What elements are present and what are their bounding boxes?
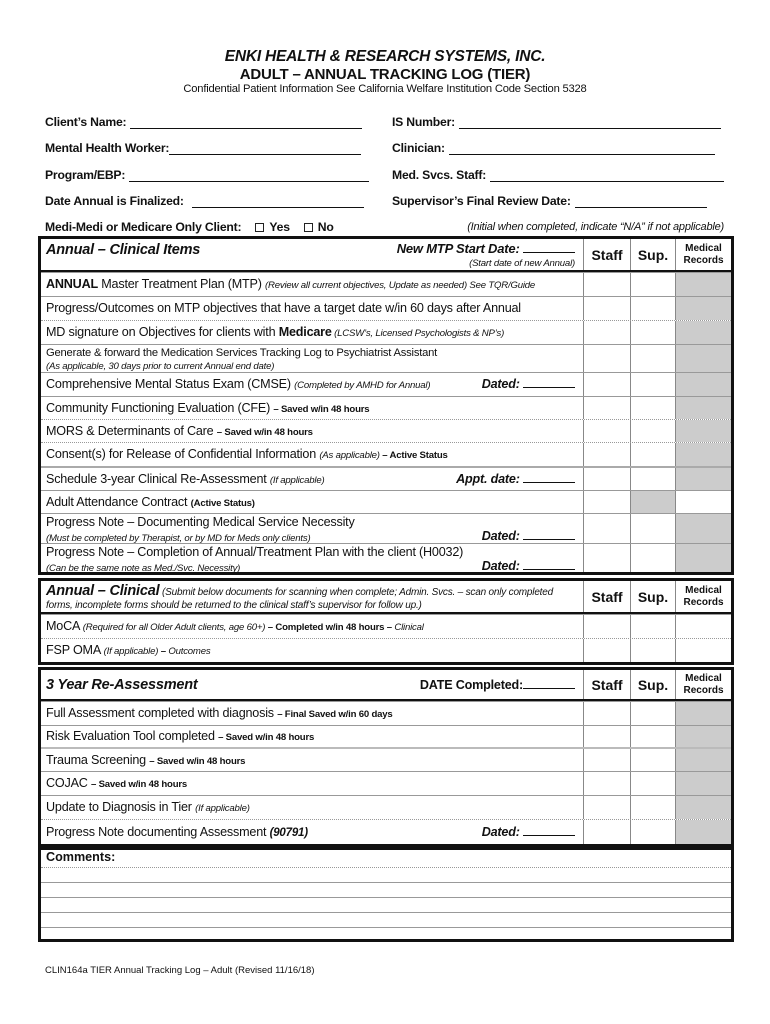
sup-initial-cell[interactable] [630,820,675,844]
sup-initial-cell[interactable] [630,749,675,771]
sup-initial-cell[interactable] [630,615,675,638]
checkbox-icon [255,223,264,232]
staff-initial-cell[interactable] [583,491,630,513]
medical-records-cell [675,443,731,466]
staff-initial-cell[interactable] [583,345,630,372]
sup-initial-cell[interactable] [630,514,675,543]
sup-initial-cell[interactable] [630,772,675,795]
clinician-input[interactable] [449,142,715,155]
sup-initial-cell[interactable] [630,397,675,419]
date-completed-label: DATE Completed: [419,678,523,692]
sup-initial-cell[interactable] [630,702,675,725]
sup-initial-cell[interactable] [630,726,675,747]
sup-initial-cell[interactable] [630,297,675,320]
company-name: ENKI HEALTH & RESEARCH SYSTEMS, INC. [224,48,546,65]
med-staff-field[interactable]: Med. Svcs. Staff: [392,168,724,182]
form-title: ADULT – ANNUAL TRACKING LOG (TIER) [239,66,531,83]
staff-initial-cell[interactable] [583,749,630,771]
sup-initial-cell[interactable] [630,345,675,372]
table-row: MORS & Determinants of Care – Saved w/in 48 hours [41,419,731,442]
sup-column-header: Sup. [630,581,675,612]
medical-records-cell [675,468,731,490]
staff-initial-cell[interactable] [583,443,630,466]
medical-records-cell [675,514,731,543]
comment-line[interactable] [41,928,731,943]
table-row: Trauma Screening – Saved w/in 48 hours [41,747,731,771]
sup-initial-cell [630,491,675,513]
table-row: Risk Evaluation Tool completed – Saved w/in 48 hours [41,725,731,747]
medical-records-cell[interactable] [675,491,731,513]
sup-column-header: Sup. [630,670,675,699]
form-footer: CLIN164a TIER Annual Tracking Log – Adult (Revised 11/16/18) [45,965,315,976]
comments-label: Comments: [41,850,731,868]
table-row: ANNUAL Master Treatment Plan (MTP) (Review all current objectives, Update as needed) See TQR/Guide [41,272,731,296]
staff-initial-cell[interactable] [583,273,630,296]
annual-clinical-scan-table [38,578,734,665]
medicare-question: Medi-Medi or Medicare Only Client: Yes No [45,220,334,234]
cmse-date-input[interactable] [523,377,575,388]
mtp-start-label: New MTP Start Date: [396,241,520,256]
clinician-field[interactable]: Clinician: [392,141,715,155]
table-row: Consent(s) for Release of Confidential Information (As applicable) – Active Status [41,442,731,466]
staff-initial-cell[interactable] [583,544,630,572]
appt-date-input[interactable] [523,472,575,483]
staff-initial-cell[interactable] [583,702,630,725]
staff-initial-cell[interactable] [583,321,630,344]
staff-initial-cell[interactable] [583,615,630,638]
staff-initial-cell[interactable] [583,468,630,490]
table-row: MD signature on Objectives for clients with Medicare (LCSW’s, Licensed Psychologists & NP’s) [41,320,731,344]
supervisor-review-field[interactable]: Supervisor’s Final Review Date: [392,194,707,208]
table-row: Adult Attendance Contract (Active Status) [41,490,731,513]
medical-records-cell [675,273,731,296]
table-header [41,581,731,614]
section-title: 3 Year Re-Assessment [46,677,198,693]
is-number-field[interactable]: IS Number: [392,115,721,129]
medical-records-cell [675,726,731,747]
annual-clinical-items-table [38,236,734,575]
mh-worker-field[interactable]: Mental Health Worker: [45,141,361,155]
medical-records-cell [675,772,731,795]
treatment-plan-date-input[interactable] [523,559,575,570]
medical-records-cell [675,820,731,844]
confidential-notice: Confidential Patient Information See California Welfare Institution Code Section 5328 [183,83,587,95]
comment-line[interactable] [41,898,731,913]
staff-initial-cell[interactable] [583,373,630,396]
checkbox-icon [304,223,313,232]
staff-initial-cell[interactable] [583,772,630,795]
table-row: Community Functioning Evaluation (CFE) – Saved w/in 48 hours [41,396,731,419]
medical-records-cell [675,397,731,419]
date-finalized-input[interactable] [192,195,364,208]
table-row: Progress Note documenting Assessment (90791) Dated: [41,819,731,844]
assessment-date-input[interactable] [523,825,575,836]
med-staff-input[interactable] [490,169,724,182]
section-title: Annual – Clinical Items [46,242,201,258]
staff-initial-cell[interactable] [583,726,630,747]
sup-initial-cell[interactable] [630,443,675,466]
table-row: FSP OMA (If applicable) – Outcomes [41,638,731,662]
table-row: Generate & forward the Medication Services Tracking Log to Psychiatrist Assistant (As applicable, 30 days prior to current Annual end date) [41,344,731,372]
table-row: MoCA (Required for all Older Adult clients, age 60+) – Completed w/in 48 hours – Clinical [41,614,731,638]
sup-initial-cell[interactable] [630,273,675,296]
mtp-start-hint: (Start date of new Annual) [469,258,575,269]
table-header [41,239,731,272]
table-row: Comprehensive Mental Status Exam (CMSE) (Completed by AMHD for Annual) Dated: [41,372,731,396]
staff-initial-cell[interactable] [583,820,630,844]
table-row: Schedule 3-year Clinical Re-Assessment (If applicable) Appt. date: [41,466,731,490]
medical-records-cell [675,420,731,442]
staff-column-header: Staff [583,581,630,612]
staff-initial-cell[interactable] [583,397,630,419]
medical-records-cell [675,796,731,819]
date-finalized-field[interactable]: Date Annual is Finalized: [45,194,364,208]
table-row: Progress/Outcomes on MTP objectives that have a target date w/in 60 days after Annual [41,296,731,320]
sup-initial-cell[interactable] [630,796,675,819]
sup-column-header: Sup. [630,239,675,270]
sup-initial-cell[interactable] [630,468,675,490]
client-name-input[interactable] [130,116,362,129]
table-header [41,670,731,701]
sup-initial-cell[interactable] [630,420,675,442]
initial-instructions: (Initial when completed, indicate “N/A” if not applicable) [467,221,724,233]
medical-records-column-header: Medical Records [675,670,731,699]
program-field[interactable]: Program/EBP: [45,168,369,182]
sup-initial-cell[interactable] [630,373,675,396]
mh-worker-input[interactable] [169,142,361,155]
medical-records-cell [675,321,731,344]
comment-line[interactable] [41,913,731,928]
sup-initial-cell[interactable] [630,321,675,344]
comments-box[interactable] [38,847,734,942]
table-row: COJAC – Saved w/in 48 hours [41,771,731,795]
medical-records-cell [675,749,731,771]
medicare-no-checkbox[interactable]: No [304,220,334,234]
medical-records-cell [675,544,731,572]
medical-records-cell[interactable] [675,639,731,662]
staff-initial-cell[interactable] [583,514,630,543]
date-completed-input[interactable] [523,678,575,689]
staff-initial-cell[interactable] [583,420,630,442]
medical-records-column-header: Medical Records [675,581,731,612]
comment-line[interactable] [41,868,731,883]
medical-records-cell[interactable] [675,615,731,638]
medical-records-column-header: Medical Records [675,239,731,270]
table-row: Progress Note – Completion of Annual/Treatment Plan with the client (H0032) (Can be the same note as Med./Svc. Necessity) Dated: [41,543,731,572]
staff-column-header: Staff [583,239,630,270]
section-title: Annual – Clinical [46,583,160,599]
staff-initial-cell[interactable] [583,639,630,662]
medical-records-cell [675,345,731,372]
medical-records-cell [675,702,731,725]
sup-initial-cell[interactable] [630,639,675,662]
medical-records-cell [675,373,731,396]
med-necessity-date-input[interactable] [523,529,575,540]
section-note: (Submit below documents for scanning when complete; Admin. Svcs. – scan only completed forms, incomplete forms should be returned to the clinical staff’s supervisor for follow up.) [46,587,553,612]
sup-initial-cell[interactable] [630,544,675,572]
medical-records-cell [675,297,731,320]
table-row: Full Assessment completed with diagnosis – Final Saved w/in 60 days [41,701,731,725]
mtp-start-input[interactable] [523,242,575,253]
table-row: Progress Note – Documenting Medical Service Necessity (Must be completed by Therapist, or by MD for Meds only clients) Dated: [41,513,731,543]
program-input[interactable] [129,169,369,182]
supervisor-review-input[interactable] [575,195,707,208]
comment-line[interactable] [41,883,731,898]
client-name-field[interactable]: Client’s Name: [45,115,362,129]
staff-initial-cell[interactable] [583,796,630,819]
medicare-yes-checkbox[interactable]: Yes [255,220,289,234]
staff-initial-cell[interactable] [583,297,630,320]
table-row: Update to Diagnosis in Tier (If applicable) [41,795,731,819]
three-year-reassessment-table [38,667,734,847]
is-number-input[interactable] [459,116,721,129]
staff-column-header: Staff [583,670,630,699]
